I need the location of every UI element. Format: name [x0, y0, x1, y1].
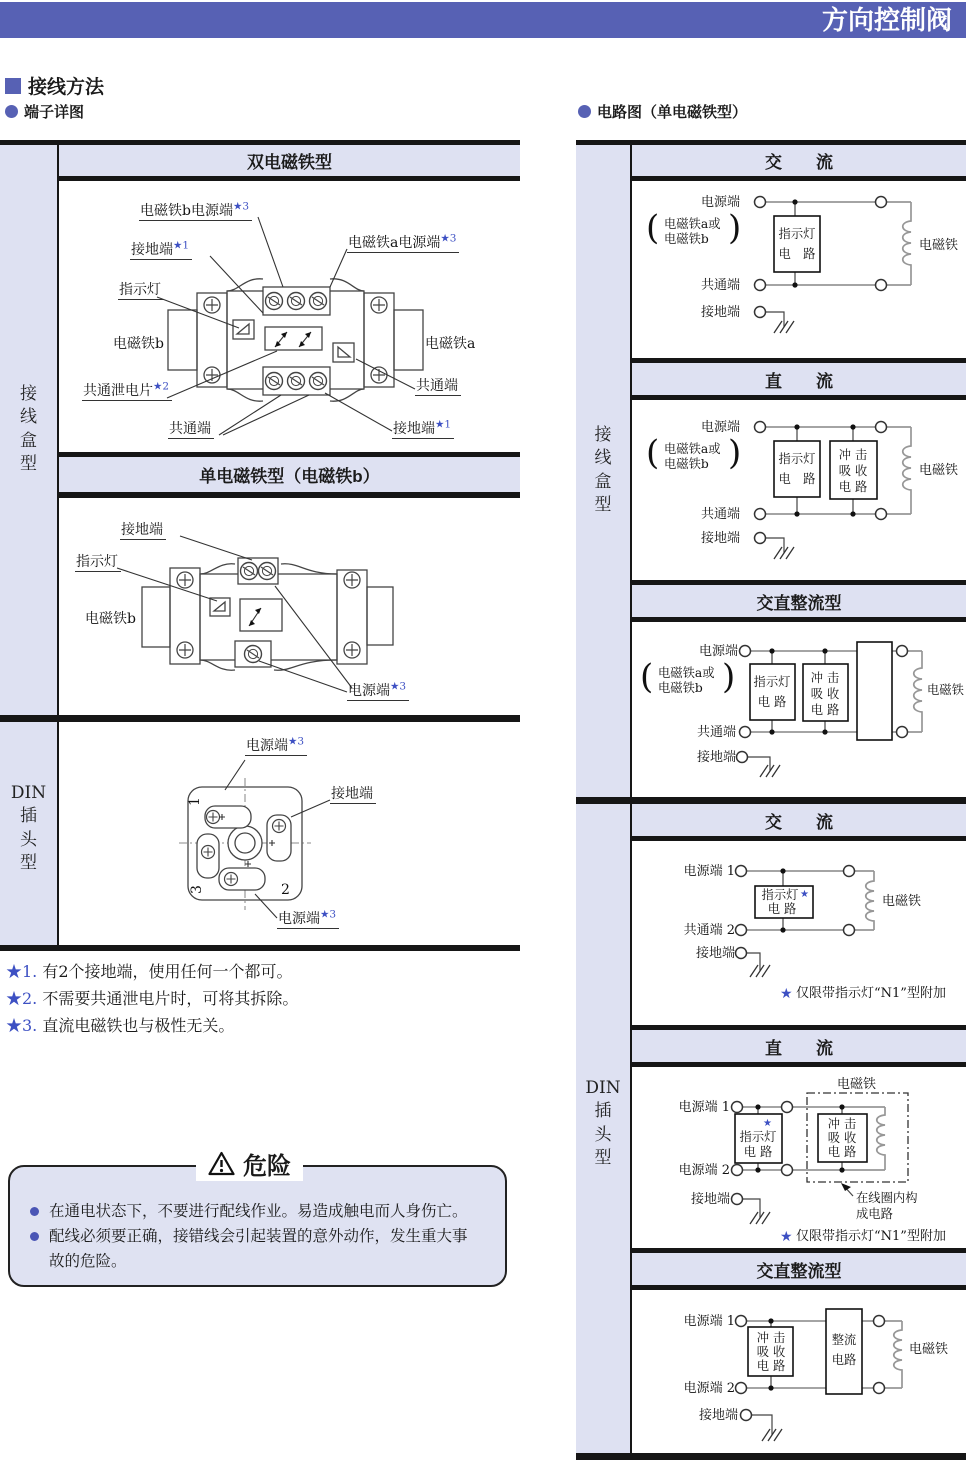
pin-number-3: 3 — [189, 885, 205, 894]
surge-absorber-box-line3: 电 路 — [756, 1359, 786, 1373]
right-table-divider — [576, 797, 966, 804]
label-solenoid-b: 电磁铁b — [85, 611, 136, 627]
circuit-title-dc-din: 直 流 — [632, 1030, 966, 1062]
paren: ) — [728, 433, 742, 473]
left-table-divider — [0, 715, 520, 722]
sidebar-label-junction-box: 接 线 盒 型 — [594, 425, 612, 516]
power-terminal-1-label: 电源端 1 — [678, 1100, 730, 1115]
danger-warning-box — [8, 1165, 507, 1287]
label-indicator-lamp: 指示灯 — [75, 551, 121, 571]
circuit-ac-din-plug — [632, 841, 966, 1025]
surge-absorber-box-line3: 电 路 — [838, 480, 868, 494]
n1-note: 仅限带指示灯“N1”型附加 — [796, 986, 946, 1001]
label-solenoid-a: 电磁铁a — [425, 336, 476, 352]
label-power-bottom: 电源端$^{★3}$ — [277, 908, 339, 928]
label-common-bottom: 共通端 — [168, 418, 214, 438]
label-solenoid-a-power: 电磁铁a电源端$^{★3}$ — [347, 232, 459, 252]
pin-number-1: 1 — [187, 797, 203, 806]
sidebar-label-din-plug: DIN 插 头 型 — [10, 783, 47, 874]
surge-absorber-box-line2: 吸 收 — [838, 464, 868, 478]
rectifier-box-line2: 电路 — [831, 1353, 857, 1367]
star-icon: ★ — [800, 889, 809, 900]
power-terminal-2-label: 电源端 2 — [678, 1163, 730, 1178]
indicator-circuit-box-line1: 指示灯 — [778, 452, 816, 466]
circuit-title-dc-box: 直 流 — [632, 363, 966, 395]
indicator-circuit-box-line2: 电 路 — [743, 1145, 773, 1159]
label-common-right: 共通端 — [415, 375, 461, 395]
indicator-circuit-box-line2: 电 路 — [778, 247, 816, 261]
common-terminal-label: 共通端 — [700, 507, 740, 522]
left-subheading — [5, 101, 84, 122]
circuit-title-ac-din: 交 流 — [632, 804, 966, 836]
power-terminal-1-label: 电源端 1 — [683, 1314, 735, 1329]
paren-line-2: 电磁铁b — [664, 457, 709, 471]
surge-absorber-box-line2: 吸 收 — [756, 1345, 786, 1359]
page-title-bar — [0, 2, 966, 38]
power-terminal-1-label: 电源端 1 — [683, 864, 735, 879]
rectifier-box — [857, 642, 892, 740]
indicator-circuit-box-line1: 指示灯 — [753, 675, 791, 689]
panel-title-double: 双电磁铁型 — [59, 145, 520, 176]
label-solenoid-b: 电磁铁b — [113, 336, 164, 352]
right-subheading-label: 电路图（单电磁铁型） — [597, 104, 748, 121]
ground-terminal-label: 接地端 — [695, 946, 735, 961]
paren: ( — [646, 433, 660, 473]
paren: ) — [722, 657, 736, 697]
single-solenoid-panel — [59, 498, 520, 715]
solenoid-coil-label: 电磁铁 — [919, 238, 959, 253]
paren: ) — [728, 208, 742, 248]
circle-bullet-icon — [578, 105, 591, 118]
coil-note-line2: 成电路 — [856, 1207, 893, 1221]
paren-line-1: 电磁铁a或 — [658, 666, 715, 680]
paren: ( — [640, 657, 654, 697]
circuit-title-rectifier-box: 交直整流型 — [632, 585, 966, 617]
footnote-3: ★3. 直流电磁铁也与极性无关。 — [6, 1016, 235, 1035]
square-bullet-icon — [5, 78, 21, 94]
warning-triangle-icon — [208, 1151, 235, 1176]
indicator-circuit-box-line2: 电 路 — [778, 472, 816, 486]
circuit-title-ac-box: 交 流 — [632, 145, 966, 176]
rectifier-box — [826, 1309, 862, 1394]
label-common-drain-plate: 共通泄电片$^{★2}$ — [82, 380, 172, 400]
paren-line-2: 电磁铁b — [658, 681, 703, 695]
solenoid-coil-label: 电磁铁 — [927, 683, 964, 697]
danger-bullet-2: 配线必须要正确，接错线会引起装置的意外动作，发生重大事故的危险。 — [30, 1224, 487, 1274]
star-icon: ★ — [763, 1118, 772, 1129]
surge-absorber-box-line1: 冲 击 — [838, 448, 868, 462]
surge-absorber-box-line1: 冲 击 — [810, 671, 840, 685]
solenoid-coil-label: 电磁铁 — [909, 1342, 949, 1357]
circuit-rectifier-din-plug — [632, 1290, 966, 1453]
power-terminal-label: 电源端 — [698, 644, 738, 659]
paren-line-2: 电磁铁b — [664, 232, 709, 246]
page-title: 方向控制阀 — [821, 5, 952, 35]
surge-absorber-box-line2: 吸 收 — [810, 687, 840, 701]
indicator-circuit-box-line2: 电 路 — [757, 695, 787, 709]
label-power-terminal: 电源端$^{★3}$ — [347, 680, 409, 700]
paren: ( — [646, 208, 660, 248]
common-terminal-2-label: 共通端 2 — [683, 923, 735, 938]
ground-terminal-label: 接地端 — [700, 531, 740, 546]
label-ground: 接地端 — [330, 783, 376, 803]
ground-terminal-label: 接地端 — [698, 1408, 738, 1423]
star-icon: ★ — [780, 1229, 793, 1245]
power-terminal-2-label: 电源端 2 — [683, 1381, 735, 1396]
left-subheading-label: 端子详图 — [24, 104, 85, 121]
footnote-2: ★2. 不需要共通泄电片时，可将其拆除。 — [6, 989, 299, 1008]
label-power-top: 电源端$^{★3}$ — [245, 735, 307, 755]
double-solenoid-panel — [59, 181, 520, 452]
indicator-circuit-box-line1: 指示灯 — [778, 227, 816, 241]
right-subheading — [578, 101, 747, 122]
indicator-circuit-box-line1: 指示灯 — [761, 888, 799, 902]
ground-terminal-label: 接地端 — [696, 750, 736, 765]
footnotes — [6, 958, 298, 1039]
section-heading — [5, 72, 104, 99]
rectifier-box-line1: 整流 — [831, 1333, 857, 1347]
label-ground: 接地端 — [120, 519, 166, 539]
surge-absorber-box-line3: 电 路 — [810, 703, 840, 717]
bullet-dot-icon — [30, 1207, 39, 1216]
paren-line-1: 电磁铁a或 — [664, 442, 721, 456]
danger-bullet-1: 在通电状态下，不要进行配线作业。易造成触电而人身伤亡。 — [30, 1199, 487, 1224]
surge-absorber-box-line2: 吸 收 — [827, 1131, 857, 1145]
solenoid-coil-label: 电磁铁 — [837, 1077, 877, 1092]
surge-absorber-box-line1: 冲 击 — [827, 1117, 857, 1131]
circuit-rectifier-junction-box — [632, 622, 966, 797]
right-table-bottom-border — [576, 1453, 966, 1460]
surge-absorber-box-line1: 冲 击 — [756, 1331, 786, 1345]
power-terminal-label: 电源端 — [700, 195, 740, 210]
power-terminal-label: 电源端 — [700, 420, 740, 435]
coil-note-line1: 在线圈内构 — [856, 1191, 918, 1205]
sidebar-label-junction-box: 接 线 盒 型 — [20, 384, 37, 475]
left-table-bottom-border — [0, 945, 520, 951]
indicator-circuit-box-line1: 指示灯 — [739, 1130, 777, 1144]
surge-absorber-box-line3: 电 路 — [827, 1145, 857, 1159]
sidebar-label-din-plug: DIN 插 头 型 — [585, 1078, 621, 1169]
indicator-circuit-box-line2: 电 路 — [767, 902, 797, 916]
solenoid-coil-label: 电磁铁 — [919, 463, 959, 478]
panel-title-single: 单电磁铁型（电磁铁b） — [59, 457, 520, 492]
star-icon: ★ — [780, 986, 793, 1002]
section-heading-label: 接线方法 — [28, 77, 105, 98]
double-solenoid-diagram — [59, 181, 520, 452]
circuit-dc-din-plug — [632, 1067, 966, 1248]
paren-line-1: 电磁铁a或 — [664, 217, 721, 231]
solenoid-coil-label: 电磁铁 — [882, 894, 922, 909]
circle-bullet-icon — [5, 105, 18, 118]
label-ground-bottom-right: 接地端$^{★1}$ — [392, 418, 454, 438]
danger-title: 危险 — [196, 1146, 303, 1181]
circuit-dc-junction-box — [632, 400, 966, 580]
circuit-ac-junction-box — [632, 181, 966, 358]
common-terminal-label: 共通端 — [696, 725, 736, 740]
pin-number-2: 2 — [281, 882, 290, 898]
ground-terminal-label: 接地端 — [690, 1192, 730, 1207]
circuit-title-rectifier-din: 交直整流型 — [632, 1253, 966, 1285]
label-solenoid-b-power: 电磁铁b电源端$^{★3}$ — [139, 200, 252, 220]
n1-note: 仅限带指示灯“N1”型附加 — [796, 1229, 946, 1244]
label-indicator-lamp: 指示灯 — [118, 279, 164, 299]
common-terminal-label: 共通端 — [700, 278, 740, 293]
footnote-1: ★1. 有2个接地端，使用任何一个都可。 — [6, 962, 293, 981]
label-ground-top-left: 接地端$^{★1}$ — [130, 239, 192, 259]
bullet-dot-icon — [30, 1232, 39, 1241]
din-connector-panel — [59, 722, 520, 945]
ground-terminal-label: 接地端 — [700, 305, 740, 320]
